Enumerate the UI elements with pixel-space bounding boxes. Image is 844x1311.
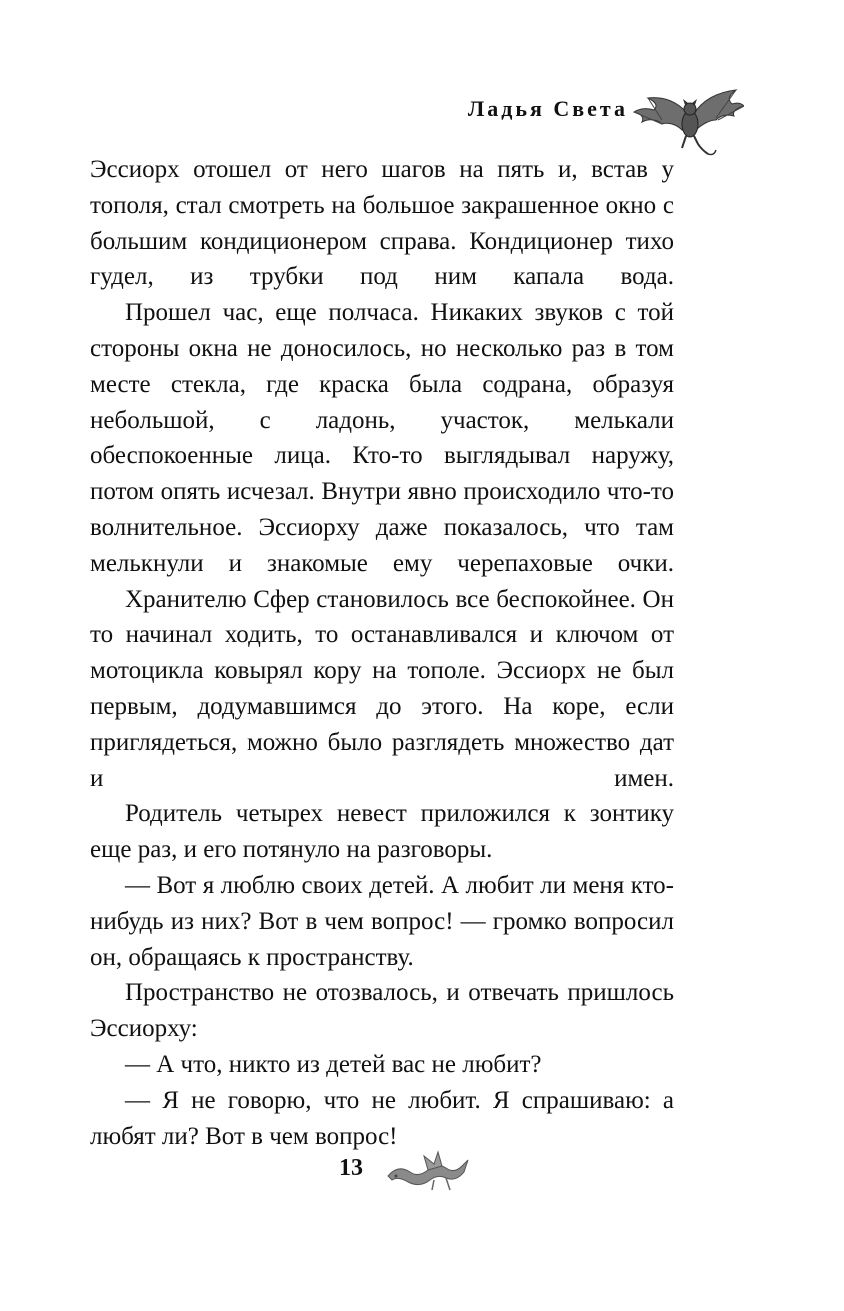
dragon-icon: [384, 1150, 470, 1192]
paragraph: [90, 1047, 674, 1083]
paragraph: [90, 868, 674, 975]
paragraph-text: Прошел час, еще полчаса. Никаких звуков с той стороны окна не доносилось, но несколько раз в том месте стекла, где краска была содрана, образуя небольшой, с ладонь, участок, мелькали обеспокоенные лица. Кто-то выглядывал наружу, потом опять исчезал. Внутри явно происходило что-то волнительное. Эссиорху даже показалось, что там мелькнули и знакомые ему черепаховые очки.: [90, 299, 674, 577]
paragraph-text: — Вот я люблю своих детей. А любит ли меня кто-нибудь из них? Вот в чем вопрос! — громко вопросил он, обращаясь к пространству.: [90, 871, 674, 971]
paragraph-text: — Я не говорю, что не любит. Я спрашиваю: а любят ли? Вот в чем вопрос!: [90, 1086, 674, 1150]
running-title: Ладья Света: [467, 96, 628, 121]
main-text: [90, 152, 674, 1154]
paragraph: [90, 1083, 674, 1155]
page-number: 13: [339, 1155, 363, 1181]
paragraph-text: — А что, никто из детей вас не любит?: [125, 1050, 542, 1078]
paragraph-text: Пространство не отозвалось, и отвечать пришлось Эссиорху:: [90, 979, 674, 1043]
paragraph: [90, 295, 674, 581]
page-footer: [0, 1150, 844, 1200]
paragraph-text: Родитель четырех невест приложился к зонтику еще раз, и его потянуло на разговоры.: [90, 800, 674, 864]
paragraph: [90, 152, 674, 295]
paragraph-text: Хранителю Сфер становилось все беспокойнее. Он то начинал ходить, то останавливался и ключом от мотоцикла ковырял кору на тополе. Эссиорх не был первым, додумавшимся до этого. На коре, если приглядеться, можно было разглядеть множество дат и имен.: [90, 585, 674, 792]
paragraph: [90, 796, 674, 868]
paragraph: [90, 582, 674, 797]
paragraph: [90, 975, 674, 1047]
paragraph-text: Эссиорх отошел от него шагов на пять и, встав у тополя, стал смотреть на большое закрашенное окно с большим кондиционером справа. Кондиционер тихо гудел, из трубки под ним капала вода.: [90, 156, 674, 291]
